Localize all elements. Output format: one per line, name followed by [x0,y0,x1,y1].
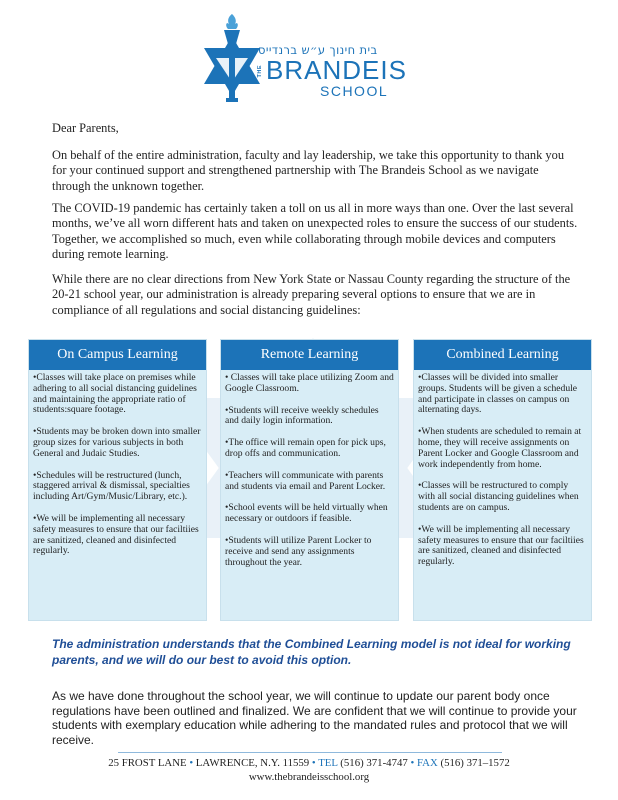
list-item: •When students are scheduled to remain at home, they will receive assignments on Parent Locker and Google Classroom and work independently from home. [418,426,582,470]
list-item: •School events will be held virtually when necessary or outdoors if feasible. [225,502,388,525]
footer-divider [118,752,502,753]
torch-handle [229,44,235,100]
list-item: •Teachers will communicate with parents and students via email and Parent Locker. [225,469,386,492]
list-item: •Schedules will be restructured (lunch, staggered arrival & dismissal, specialties including Art/Gym/Music/Library, etc.). [33,469,190,503]
footer-fax-label: FAX [416,757,438,769]
footer-separator: • [410,757,415,769]
list-item: •Students may be broken down into smaller group sizes for various subjects in both General and Judaic Studies. [33,426,201,459]
combined-learning-list [418,373,587,579]
logo-school: SCHOOL [320,83,389,99]
list-item: • Classes will take place utilizing Zoom and Google Classroom. [225,372,394,394]
list-item: •Classes will be restructured to comply with all social distancing guidelines when students are on campus. [418,480,579,513]
torch-star-icon [200,14,264,106]
footer [0,756,618,784]
paragraph-options: While there are no clear directions from New York State or Nassau County regarding the structure of the 20-21 school year, our administration is already preparing several options to ensure that we are in compliance of all regulations and social distancing guidelines: [52,272,571,317]
footer-tel: (516) 371-4747 [340,757,408,769]
combined-learning-note: The administration understands that the Combined Learning model is not ideal for working parents, and we will do our best to avoid this option. [52,637,571,667]
paragraph-thanks: On behalf of the entire administration, faculty and lay leadership, we take this opportunity to thank you for your continued support and strengthened partnership with The Brandeis School as we navigate through the unknown together. [52,148,565,193]
footer-address: 25 FROST LANE [108,757,187,769]
list-item: •Classes will be divided into smaller groups. Students will be given a schedule and participate in classes on campus on alternating days. [418,372,578,416]
footer-fax: (516) 371–1572 [440,757,510,769]
list-item: •The office will remain open for pick ups, drop offs and communication. [225,437,386,459]
hebrew-name: בית חינוך ע״ש ברנדייס [258,43,378,57]
torch-cup [224,30,240,44]
list-item: •We will be implementing all necessary safety measures to ensure that our faciltiies are sanitized, cleaned and disinfected regularly. [33,512,199,557]
footer-separator: • [189,757,194,769]
footer-contact [0,756,618,770]
footer-website[interactable]: www.thebrandeisschool.org [248,771,370,783]
remote-learning-box [220,339,399,621]
footer-city: LAWRENCE, N.Y. 11559 [195,757,310,769]
list-item: •Students will utilize Parent Locker to receive and send any assignments throughout the year. [225,534,372,568]
on-campus-learning-title: On Campus Learning [29,340,206,370]
remote-learning-list [225,373,394,579]
flame [226,14,238,29]
greeting: Dear Parents, [52,121,119,135]
logo-the: THE [257,65,263,78]
logo-brandeis: BRANDEIS [266,55,407,85]
combined-learning-box [413,339,592,621]
on-campus-learning-list [33,373,202,567]
footer-separator: • [311,757,316,769]
remote-learning-title: Remote Learning [221,340,398,370]
footer-tel-label: TEL [318,757,338,769]
paragraph-pandemic: The COVID-19 pandemic has certainly taken a toll on us all in more ways than one. Over the last several months, we’ve all worn different hats and taken on unexpected roles to ensure the success of our students. Together, we accomplished so much, even while collaborating through mobile devices and computers during remote learning. [52,201,578,261]
list-item: •Classes will take place on premises while adhering to all social distancing guidelines and maintaining the appropriate ratio of students:square footage. [33,372,197,416]
paragraph-closing: As we have done throughout the school year, we will continue to update our parent body once regulations have been outlined and finalized. We are confident that we will continue to provide your students with exemplary education while adhering to the mandated rules and protocol that we will receive. [52,689,577,747]
list-item: •We will be implementing all necessary safety measures to ensure that our faciltiies are sanitized, cleaned and disinfected regularly. [418,523,584,568]
combined-learning-title: Combined Learning [414,340,591,370]
on-campus-learning-box [28,339,207,621]
school-logo [200,14,430,104]
list-item: •Students will receive weekly schedules and daily login information. [225,404,379,427]
